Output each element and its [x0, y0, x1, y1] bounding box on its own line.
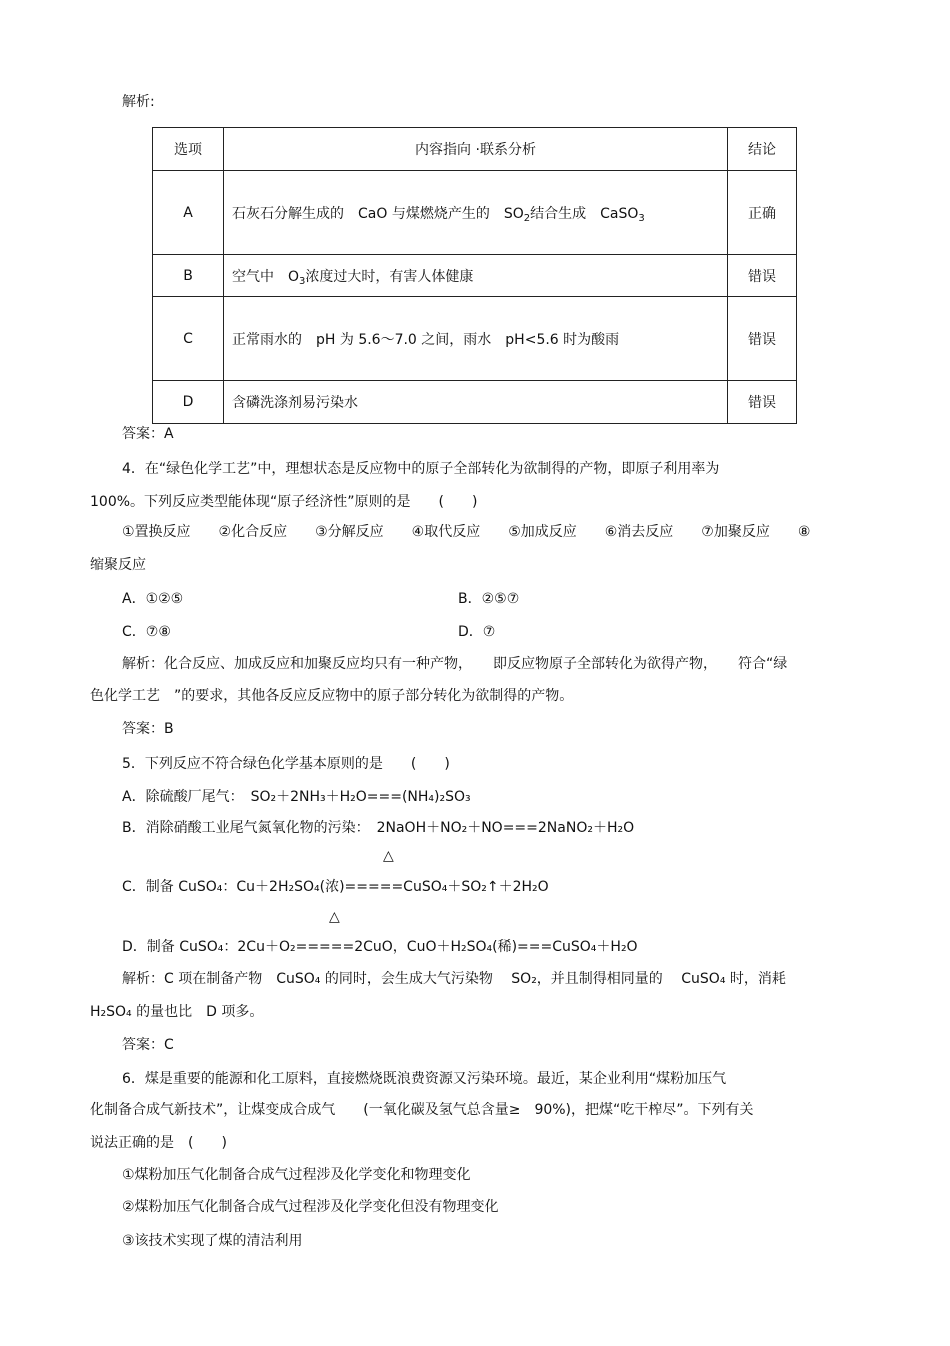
- heat-symbol: △: [383, 848, 394, 864]
- analysis-label: 解析:: [122, 94, 155, 110]
- row-option: A: [153, 171, 224, 255]
- row-result: 错误: [728, 255, 797, 297]
- q4-stem-line1: 4．在“绿色化学工艺”中，理想状态是反应物中的原子全部转化为欲制得的产物，即原子利用率为: [122, 461, 720, 477]
- q4-items-line1: ①置换反应 ②化合反应 ③分解反应 ④取代反应 ⑤加成反应 ⑥消去反应 ⑦加聚反应 ⑧: [122, 524, 811, 540]
- q4-explanation-line1: 解析：化合反应、加成反应和加聚反应均只有一种产物， 即反应物原子全部转化为欲得产物， 符合“绿: [122, 656, 788, 672]
- table-header-row: [153, 128, 797, 171]
- answer-3: 答案：A: [122, 426, 174, 442]
- table-row: [153, 255, 797, 297]
- row-result: 错误: [728, 381, 797, 424]
- row-content: 正常雨水的 pH 为 5.6～7.0 之间，雨水 pH<5.6 时为酸雨: [224, 297, 728, 381]
- q4-explanation-line2: 色化学工艺 ”的要求，其他各反应反应物中的原子部分转化为欲制得的产物。: [90, 688, 574, 704]
- header-content: 内容指向 ·联系分析: [224, 128, 728, 171]
- q6-stem-line2: 化制备合成气新技术”，让煤变成合成气 (一氧化碳及氢气总含量≥ 90%)，把煤“吃干榨尽”。下列有关: [90, 1102, 754, 1118]
- q4-items-line2: 缩聚反应: [90, 557, 146, 573]
- q6-statement-1: ①煤粉加压气化制备合成气过程涉及化学变化和物理变化: [122, 1167, 471, 1183]
- q5-option-c: C．制备 CuSO₄：Cu＋2H₂SO₄(浓)=====CuSO₄＋SO₂↑＋2H₂O: [122, 879, 549, 895]
- row-option: C: [153, 297, 224, 381]
- heat-symbol: △: [329, 909, 340, 925]
- q4-option-a: A．①②⑤: [122, 591, 184, 607]
- row-result: 错误: [728, 297, 797, 381]
- header-result: 结论: [728, 128, 797, 171]
- row-option: D: [153, 381, 224, 424]
- q4-option-d: D．⑦: [458, 624, 496, 640]
- q5-option-d: D．制备 CuSO₄：2Cu＋O₂=====2CuO，CuO＋H₂SO₄(稀)===CuSO₄＋H₂O: [122, 939, 638, 955]
- q5-stem: 5．下列反应不符合绿色化学基本原则的是 ( ): [122, 756, 450, 772]
- q6-statement-3: ③该技术实现了煤的清洁利用: [122, 1233, 303, 1249]
- q6-stem-line1: 6．煤是重要的能源和化工原料，直接燃烧既浪费资源又污染环境。最近，某企业利用“煤粉加压气: [122, 1071, 727, 1087]
- q4-stem-line2: 100%。下列反应类型能体现“原子经济性”原则的是 ( ): [90, 494, 478, 510]
- header-option: 选项: [153, 128, 224, 171]
- row-result: 正确: [728, 171, 797, 255]
- q4-option-c: C．⑦⑧: [122, 624, 171, 640]
- row-content: 含磷洗涤剂易污染水: [224, 381, 728, 424]
- analysis-table: [152, 127, 797, 424]
- q5-explanation-line1: 解析：C 项在制备产物 CuSO₄ 的同时，会生成大气污染物 SO₂，并且制得相同量的 CuSO₄ 时，消耗: [122, 971, 786, 987]
- q5-option-b: B．消除硝酸工业尾气氮氧化物的污染： 2NaOH＋NO₂＋NO===2NaNO₂＋H₂O: [122, 820, 635, 836]
- table-row: [153, 297, 797, 381]
- row-content: 石灰石分解生成的 CaO 与煤燃烧产生的 $SO_2$结合生成 CaSO$_3$: [224, 171, 728, 255]
- row-content: 空气中 $O_3$浓度过大时，有害人体健康: [224, 255, 728, 297]
- q4-option-b: B．②⑤⑦: [458, 591, 520, 607]
- row-option: B: [153, 255, 224, 297]
- q6-stem-line3: 说法正确的是 ( ): [90, 1135, 227, 1151]
- q5-explanation-line2: H₂SO₄ 的量也比 D 项多。: [90, 1004, 264, 1020]
- table-row: [153, 171, 797, 255]
- q4-answer: 答案：B: [122, 721, 174, 737]
- q6-statement-2: ②煤粉加压气化制备合成气过程涉及化学变化但没有物理变化: [122, 1199, 499, 1215]
- q5-option-a: A．除硫酸厂尾气： SO₂＋2NH₃＋H₂O===(NH₄)₂SO₃: [122, 789, 471, 805]
- q5-answer: 答案：C: [122, 1037, 174, 1053]
- table-row: [153, 381, 797, 424]
